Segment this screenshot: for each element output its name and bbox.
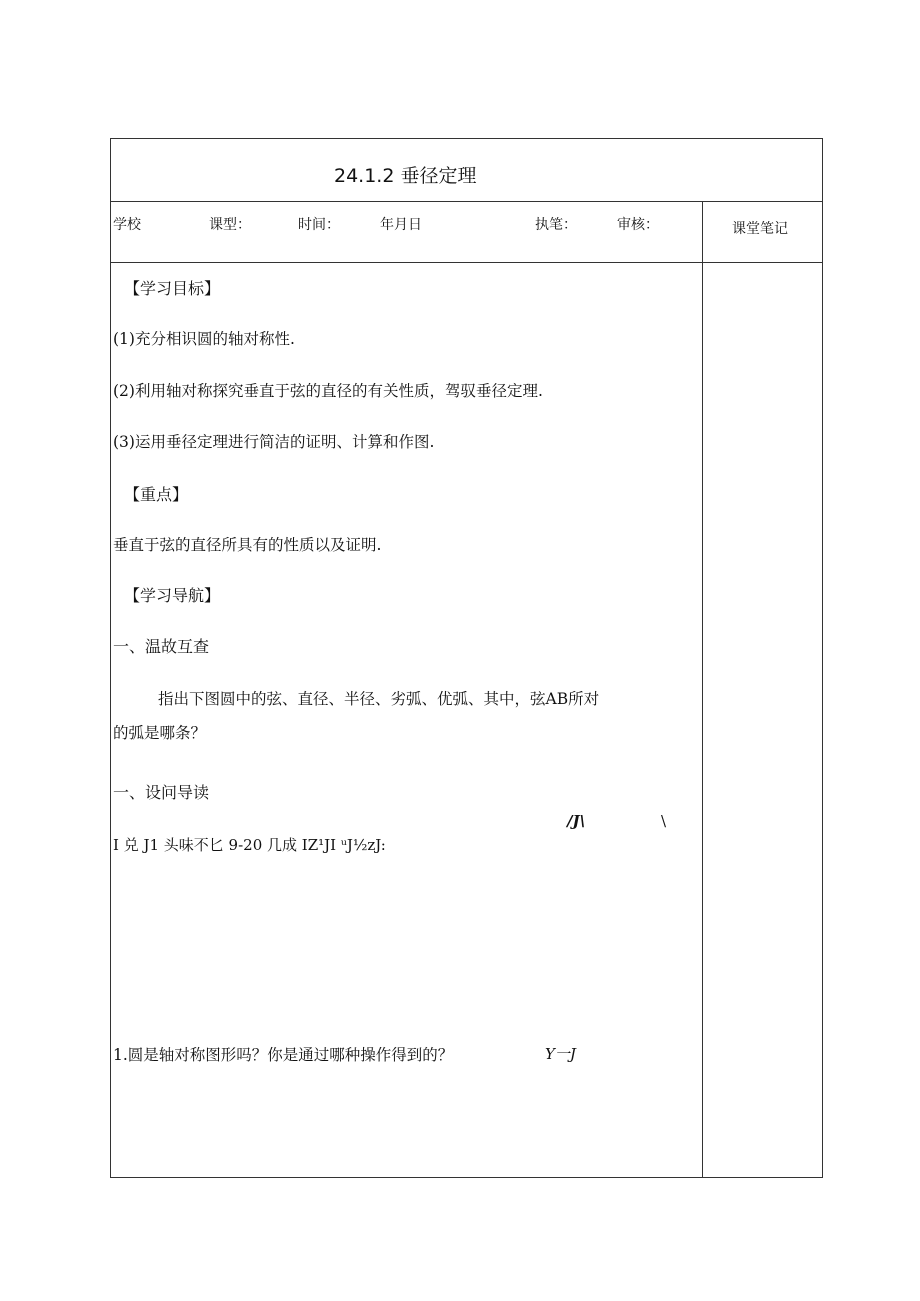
- date-label: 年月日: [380, 217, 422, 233]
- lesson-type-label: 课型：: [209, 217, 251, 233]
- title-row-divider: [110, 201, 823, 202]
- header-row-divider: [110, 262, 823, 263]
- time-label: 时间：: [298, 217, 340, 233]
- garbled-ocr-line: I 兑 J1 头味不匕 9-20 几成 IZ¹JI ᵘJ½zJ:: [113, 836, 386, 854]
- school-label: 学校: [113, 217, 141, 233]
- reading-heading: 一、设问导读: [113, 783, 210, 802]
- reviewer-label: 审核：: [617, 217, 659, 233]
- writer-label: 执笔：: [535, 217, 577, 233]
- page-title: 24.1.2 垂径定理: [334, 165, 477, 187]
- objectives-heading: 【学习目标】: [124, 279, 221, 298]
- key-point-heading: 【重点】: [124, 485, 189, 504]
- table-right-border: [822, 138, 823, 1178]
- objective-item-3: (3)运用垂径定理进行简洁的证明、计算和作图.: [113, 433, 435, 451]
- question-1: 1.圆是轴对称图形吗？你是通过哪种操作得到的？: [113, 1046, 454, 1064]
- notes-column-divider: [702, 201, 703, 1178]
- table-bottom-border: [110, 1177, 823, 1178]
- table-top-border: [110, 138, 823, 139]
- review-text-line-1: 指出下图圆中的弦、直径、半径、劣弧、优弧、其中，弦AB所对: [158, 690, 600, 708]
- review-text-line-2: 的弧是哪条？: [113, 724, 207, 742]
- notes-column-header: 课堂笔记: [732, 221, 788, 237]
- objective-item-1: (1)充分相识圆的轴对称性.: [113, 330, 295, 348]
- guide-heading: 【学习导航】: [124, 586, 221, 605]
- review-heading: 一、温故互查: [113, 637, 210, 656]
- garbled-figure-text-1: /J\: [567, 812, 586, 830]
- key-point-text: 垂直于弦的直径所具有的性质以及证明.: [113, 536, 382, 554]
- garbled-figure-text-2: \: [661, 812, 667, 830]
- question-1-figure-text: Y一J: [545, 1045, 576, 1063]
- table-left-border: [110, 138, 111, 1178]
- objective-item-2: (2)利用轴对称探究垂直于弦的直径的有关性质，驾驭垂径定理.: [113, 382, 543, 400]
